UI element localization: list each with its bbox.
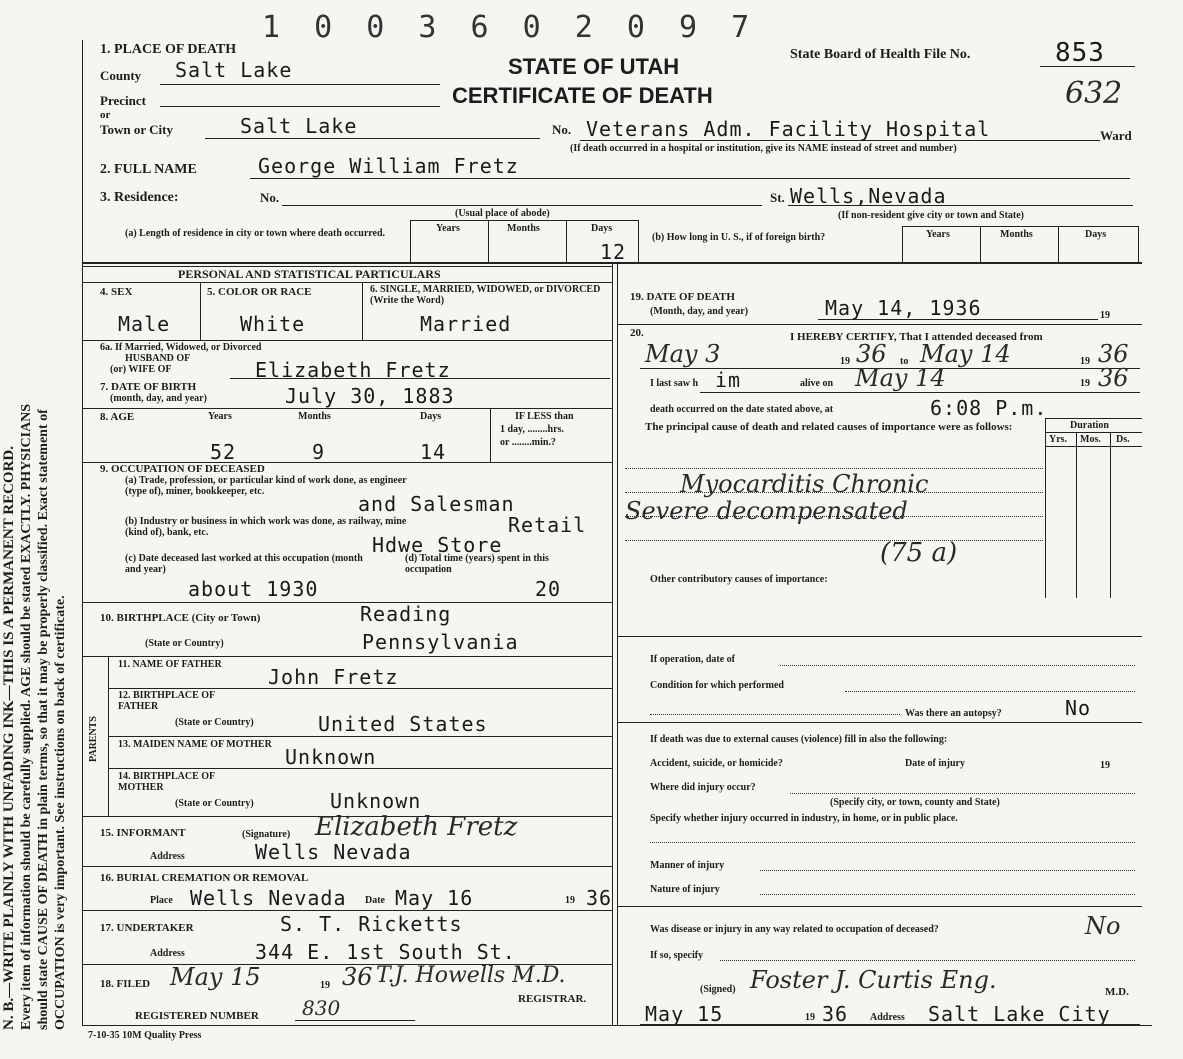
town-label: Town or City [100, 122, 173, 137]
physician-signature: Foster J. Curtis Eng. [750, 966, 997, 994]
filed-yr: 36 [342, 963, 373, 991]
alive-on-date: May 14 [855, 364, 946, 392]
informant-signature: Elizabeth Fretz [315, 812, 518, 842]
print-footer: 7-10-35 10M Quality Press [88, 1030, 202, 1041]
death-date-sub: (Month, day, and year) [650, 306, 749, 317]
foreign-birth-label: (b) How long in U. S., if of foreign birth? [652, 232, 826, 243]
spouse-value: Elizabeth Fretz [255, 358, 451, 382]
or-label: or [100, 109, 111, 121]
occupation-b-value-2: Hdwe Store [372, 533, 503, 557]
side-note-1: N. B.—WRITE PLAINLY WITH UNFADING INK—THIS IS A PERMANENT RECORD. [1, 446, 17, 1030]
md-label: M.D. [1105, 986, 1129, 998]
alive-yr: 36 [1098, 364, 1129, 392]
registrar-signature: T.J. Howells M.D. [376, 963, 566, 988]
birth-value: July 30, 1883 [285, 384, 455, 408]
signed-addr-label: Address [870, 1012, 905, 1023]
certify-number: 20. [630, 327, 644, 339]
spouse-label-1: 6a. If Married, Widowed, or Divorced [100, 342, 262, 353]
handwritten-number: 632 [1065, 76, 1123, 111]
birthplace-label: 10. BIRTHPLACE (City or Town) [100, 612, 261, 624]
county-value: Salt Lake [175, 58, 293, 82]
specify-note: (Specify city, or town, county and State) [830, 797, 1000, 808]
us-months-header: Months [1000, 229, 1033, 240]
institution-value: Veterans Adm. Facility Hospital [586, 117, 991, 141]
burial-yr: 36 [586, 886, 613, 910]
full-name-value: George William Fretz [258, 154, 519, 178]
signed-date: May 15 [645, 1002, 724, 1026]
full-name-label: 2. FULL NAME [100, 162, 197, 177]
res-months-header: Months [507, 223, 540, 234]
side-note-3: should state CAUSE OF DEATH in plain terms, so that it may be properly classified. Exact statement of [36, 409, 51, 1030]
external-label: If death was due to external causes (violence) fill in also the following: [650, 734, 948, 745]
certify-to-prefix: 19 [1080, 356, 1090, 367]
nature-label: Nature of injury [650, 884, 720, 895]
file-no: 853 [1055, 38, 1105, 68]
death-yr: 19 [1100, 310, 1110, 321]
autopsy-value: No [1065, 696, 1092, 720]
sex-label: 4. SEX [100, 286, 133, 298]
father-bp-value: United States [318, 712, 488, 736]
certify-to-yr: 36 [1098, 340, 1129, 368]
manner-label: Manner of injury [650, 860, 725, 871]
age-days-label: Days [420, 411, 442, 422]
alive-on-label: alive on [800, 378, 834, 389]
certify-from: May 3 [645, 340, 721, 368]
industry-label: Specify whether injury occurred in industry, in home, or in public place. [650, 813, 958, 824]
ward-label: Ward [1100, 128, 1132, 143]
age-min: or ........min.? [500, 437, 556, 448]
filed-yr-prefix: 19 [320, 980, 330, 991]
contributory-label: Other contributory causes of importance: [650, 574, 828, 585]
condition-label: Condition for which performed [650, 680, 784, 691]
undertaker-addr-label: Address [150, 948, 185, 959]
informant-label: 15. INFORMANT [100, 827, 186, 839]
parents-label: PARENTS [88, 716, 99, 762]
occupation-c-label: (c) Date deceased last worked at this occupation (month and year) [125, 553, 363, 575]
undertaker-label: 17. UNDERTAKER [100, 922, 194, 934]
burial-place: Wells Nevada [190, 886, 347, 910]
death-date-value: May 14, 1936 [825, 296, 982, 320]
occupation-a-label: (a) Trade, profession, or particular kind of work done, as engineer (type of), miner, bookkeeper, etc. [125, 475, 407, 497]
place-heading: 1. PLACE OF DEATH [100, 42, 237, 57]
occupation-heading: 9. OCCUPATION OF DECEASED [100, 463, 265, 475]
birthplace-city: Reading [360, 602, 452, 626]
residence-no-label: No. [260, 190, 280, 205]
accident-label: Accident, suicide, or homicide? [650, 758, 783, 769]
certify-to-label: to [900, 356, 909, 367]
mother-value: Unknown [285, 745, 377, 769]
certificate-title: CERTIFICATE OF DEATH [452, 83, 713, 108]
age-months-label: Months [298, 411, 331, 422]
duration-header: Duration [1070, 420, 1109, 431]
burial-date: May 16 [395, 886, 474, 910]
res-years-header: Years [436, 223, 460, 234]
occupation-d-value: 20 [535, 577, 562, 601]
residence-st-label: St. [770, 190, 785, 205]
spouse-label-3: (or) WIFE OF [110, 364, 172, 375]
burial-label: 16. BURIAL CREMATION OR REMOVAL [100, 872, 309, 884]
state-title: STATE OF UTAH [508, 54, 680, 79]
date-injury-label: Date of injury [905, 758, 965, 769]
spouse-label-2: HUSBAND OF [125, 353, 191, 364]
registered-number: 830 [302, 996, 341, 1020]
occupation-d-label: (d) Total time (years) spent in this occupation [405, 553, 549, 575]
father-label: 11. NAME OF FATHER [118, 659, 222, 670]
age-day: 1 day, ........hrs. [500, 424, 564, 435]
race-label: 5. COLOR OR RACE [207, 286, 312, 298]
side-note-2: Every item of information should be carefully supplied. AGE should be stated EXACTLY. PHYSICIANS [19, 403, 34, 1030]
occupation-b-value-1: Retail [508, 513, 587, 537]
certify-from-yr: 36 [856, 340, 887, 368]
last-saw-him: im [715, 368, 742, 392]
burial-yr-prefix: 19 [565, 895, 575, 906]
precinct-label: Precinct [100, 93, 146, 108]
residence-label: 3. Residence: [100, 190, 179, 205]
informant-sig-label: (Signature) [242, 829, 291, 840]
town-value: Salt Lake [240, 114, 358, 138]
birth-sub: (month, day, and year) [110, 393, 207, 404]
birth-label: 7. DATE OF BIRTH [100, 381, 197, 393]
non-resident-note: (If non-resident give city or town and State) [838, 210, 1025, 221]
marital-label: 6. SINGLE, MARRIED, WIDOWED, or DIVORCED (Write the Word) [370, 284, 601, 306]
birthplace-state-label: (State or Country) [145, 638, 224, 649]
res-days-header: Days [591, 223, 613, 234]
cause-2: Severe decompensated [625, 497, 908, 525]
father-bp-label: 12. BIRTHPLACE OF FATHER [118, 690, 215, 712]
marital-value: Married [420, 312, 512, 336]
age-months: 9 [312, 440, 326, 464]
burial-place-label: Place [150, 895, 173, 906]
registrar-label: REGISTRAR. [518, 993, 587, 1005]
death-time-label: death occurred on the date stated above, at [650, 404, 834, 415]
death-date-label: 19. DATE OF DEATH [630, 291, 735, 303]
birthplace-state: Pennsylvania [362, 630, 519, 654]
mother-label: 13. MAIDEN NAME OF MOTHER [118, 739, 272, 750]
age-years-label: Years [208, 411, 232, 422]
cause-code: (75 a) [880, 538, 958, 568]
if-so-label: If so, specify [650, 950, 704, 961]
operation-date-label: If operation, date of [650, 654, 735, 665]
residence-length-label: (a) Length of residence in city or town where death occurred. [125, 228, 386, 239]
usual-abode-note: (Usual place of abode) [455, 208, 550, 219]
occupation-relation-label: Was disease or injury in any way related to occupation of deceased? [650, 924, 939, 935]
side-notes [0, 20, 69, 1030]
file-no-label: State Board of Health File No. [790, 47, 971, 62]
occupation-a-value: and Salesman [358, 492, 515, 516]
county-label: County [100, 68, 142, 83]
registered-number-label: REGISTERED NUMBER [135, 1010, 259, 1022]
alive-yr-prefix: 19 [1080, 378, 1090, 389]
last-saw-label: I last saw h [650, 378, 699, 389]
age-years: 52 [210, 440, 237, 464]
father-bp-sub: (State or Country) [175, 717, 254, 728]
cause-heading: The principal cause of death and related causes of importance were as follows: [645, 421, 1013, 433]
res-days-value: 12 [600, 240, 627, 264]
serial-number: 1 0 0 3 6 0 2 0 9 7 [262, 10, 758, 45]
father-value: John Fretz [268, 665, 399, 689]
certify-to: May 14 [920, 340, 1011, 368]
where-label: Where did injury occur? [650, 782, 756, 793]
no-label: No. [552, 122, 572, 137]
signed-yr: 36 [822, 1002, 849, 1026]
death-time: 6:08 P.m. [930, 396, 1048, 420]
undertaker-address: 344 E. 1st South St. [255, 940, 516, 964]
duration-mos: Mos. [1080, 434, 1101, 445]
duration-yrs: Yrs. [1049, 434, 1068, 445]
us-years-header: Years [926, 229, 950, 240]
sex-value: Male [118, 312, 171, 336]
filed-date: May 15 [170, 963, 261, 991]
mother-bp-value: Unknown [330, 789, 422, 813]
certify-text: I HEREBY CERTIFY, That I attended deceased from [790, 331, 1043, 343]
personal-heading: PERSONAL AND STATISTICAL PARTICULARS [178, 267, 441, 281]
informant-addr-label: Address [150, 851, 185, 862]
age-label: 8. AGE [100, 411, 135, 423]
filed-label: 18. FILED [100, 978, 151, 990]
occupation-b-label: (b) Industry or business in which work was done, as railway, mine (kind of), bank, etc. [125, 516, 407, 538]
undertaker-value: S. T. Ricketts [280, 912, 463, 936]
us-days-header: Days [1085, 229, 1107, 240]
mother-bp-label: 14. BIRTHPLACE OF MOTHER [118, 771, 215, 793]
cause-1: Myocarditis Chronic [680, 470, 929, 498]
autopsy-label: Was there an autopsy? [905, 708, 1002, 719]
signed-yr-prefix: 19 [805, 1012, 815, 1023]
signed-label: (Signed) [700, 984, 736, 995]
occupation-relation-value: No [1085, 912, 1121, 940]
institution-note: (If death occurred in a hospital or institution, give its NAME instead of street and number) [570, 143, 957, 154]
certify-from-prefix: 19 [840, 356, 850, 367]
age-days: 14 [420, 440, 447, 464]
race-value: White [240, 312, 306, 336]
residence-value: Wells,Nevada [790, 184, 947, 208]
injury-yr: 19 [1100, 760, 1110, 771]
occupation-c-value: about 1930 [188, 577, 319, 601]
duration-ds: Ds. [1116, 434, 1130, 445]
burial-date-label: Date [365, 895, 385, 906]
age-less: IF LESS than [515, 411, 574, 422]
side-note-4: OCCUPATION is very important. See instructions on back of certificate. [53, 595, 68, 1030]
informant-address: Wells Nevada [255, 840, 412, 864]
mother-bp-sub: (State or Country) [175, 798, 254, 809]
signed-address: Salt Lake City [928, 1002, 1111, 1026]
